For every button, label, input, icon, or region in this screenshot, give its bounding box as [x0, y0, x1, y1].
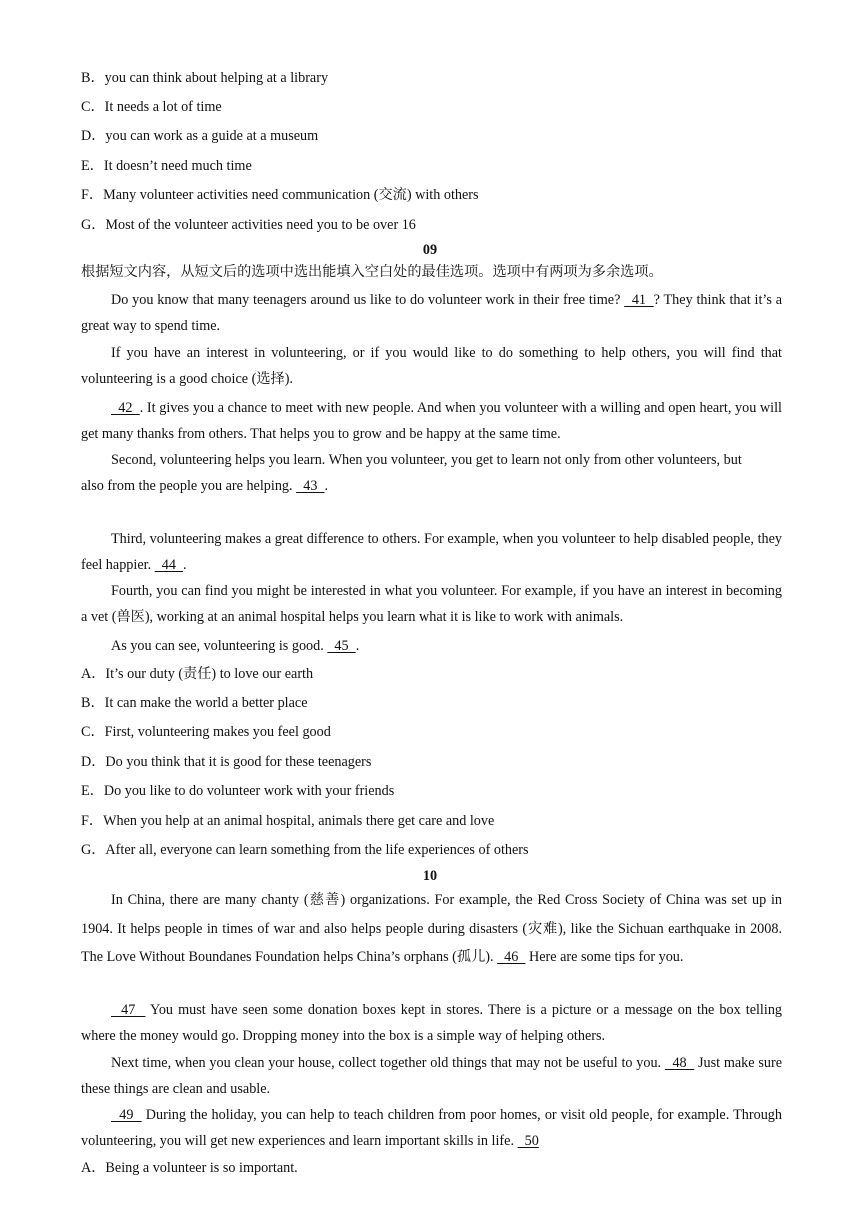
section-09-number: 09 [422, 242, 438, 258]
section-09-paragraph-3: 42 . It gives you a chance to meet with new people. And when you volunteer with a willing and open heart, you will get many thanks from others. That helps you to grow and be happy at the same time. [81, 400, 782, 442]
blank-49: 49 [111, 1107, 142, 1123]
option-g-09: G．After all, everyone can learn something from the life experiences of others [81, 842, 529, 858]
blank-48: 48 [664, 1055, 695, 1071]
section-10-number: 10 [422, 868, 438, 884]
blank-41: 41 [624, 292, 654, 308]
section-09-paragraph-2: If you have an interest in volunteering, or if you would like to do something to help others, you will find that volunteering is a good choice (选择). [81, 345, 782, 387]
blank-46: 46 [497, 949, 526, 965]
section-09-paragraph-4: Second, volunteering helps you learn. When you volunteer, you get to learn not only from other volunteers, but also from the people you are helping. 43 . [81, 452, 742, 494]
section-09-paragraph-6: Fourth, you can find you might be interested in what you volunteer. For example, if you have an interest in becoming a vet (兽医), working at an animal hospital helps you learn what it is like to work with animals. [81, 583, 782, 625]
option-e-09: E．Do you like to do volunteer work with your friends [81, 783, 395, 799]
option-b-09: B．It can make the world a better place [81, 695, 308, 711]
option-c-09: C．First, volunteering makes you feel good [81, 724, 331, 740]
section-10-paragraph-2: 47 You must have seen some donation boxes kept in stores. There is a picture or a message on the box telling where the money would go. Dropping money into the box is a simple way of helping others. [81, 1002, 783, 1044]
option-f-09: F．When you help at an animal hospital, animals there get care and love [81, 813, 495, 829]
option-c-top: C．It needs a lot of time [81, 99, 222, 115]
blank-42: 42 [111, 400, 140, 416]
section-10-paragraph-3: Next time, when you clean your house, collect together old things that may not be useful to you. 48 Just make sure these things are clean and usable. [81, 1055, 782, 1097]
section-09-instruction: 根据短文内容，从短文后的选项中选出能填入空白处的最佳选项。选项中有两项为多余选项。 [81, 264, 663, 280]
section-10-paragraph-1: In China, there are many chanty (慈善) organizations. For example, the Red Cross Society of China was set up in 1904. It helps people in times of war and also helps people during disasters (灾难), like the Sichuan earthquake in 2008. The Love Without Boundanes Foundation helps China’s orphans (孤儿). 46 Here are some tips for you. [81, 892, 782, 965]
section-09-paragraph-5: Third, volunteering makes a great difference to others. For example, when you volunteer to help disabled people, they feel happier. 44 . [81, 531, 782, 573]
option-f-top: F．Many volunteer activities need communication (交流) with others [81, 187, 479, 203]
option-b-top: B．you can think about helping at a library [81, 70, 329, 86]
option-a-09: A．It’s our duty (责任) to love our earth [81, 666, 314, 682]
option-g-top: G．Most of the volunteer activities need you to be over 16 [81, 217, 416, 233]
option-d-top: D．you can work as a guide at a museum [81, 128, 319, 144]
blank-47: 47 [111, 1002, 146, 1018]
blank-45: 45 [327, 638, 356, 654]
blank-50: 50 [517, 1133, 539, 1149]
section-09-paragraph-7: As you can see, volunteering is good. 45 . [111, 638, 360, 654]
blank-43: 43 [296, 478, 325, 494]
blank-44: 44 [154, 557, 184, 573]
option-a-10: A．Being a volunteer is so important. [81, 1160, 298, 1176]
option-e-top: E．It doesn’t need much time [81, 158, 252, 174]
section-10-paragraph-4: 49 During the holiday, you can help to teach children from poor homes, or visit old people, for example. Through volunteering, you will get new experiences and learn important skills in life. 50 [81, 1107, 782, 1149]
section-09-paragraph-1: Do you know that many teenagers around us like to do volunteer work in their free time? 41 ? They think that it’s a great way to spend time. [81, 292, 783, 334]
option-d-09: D．Do you think that it is good for these teenagers [81, 754, 372, 770]
